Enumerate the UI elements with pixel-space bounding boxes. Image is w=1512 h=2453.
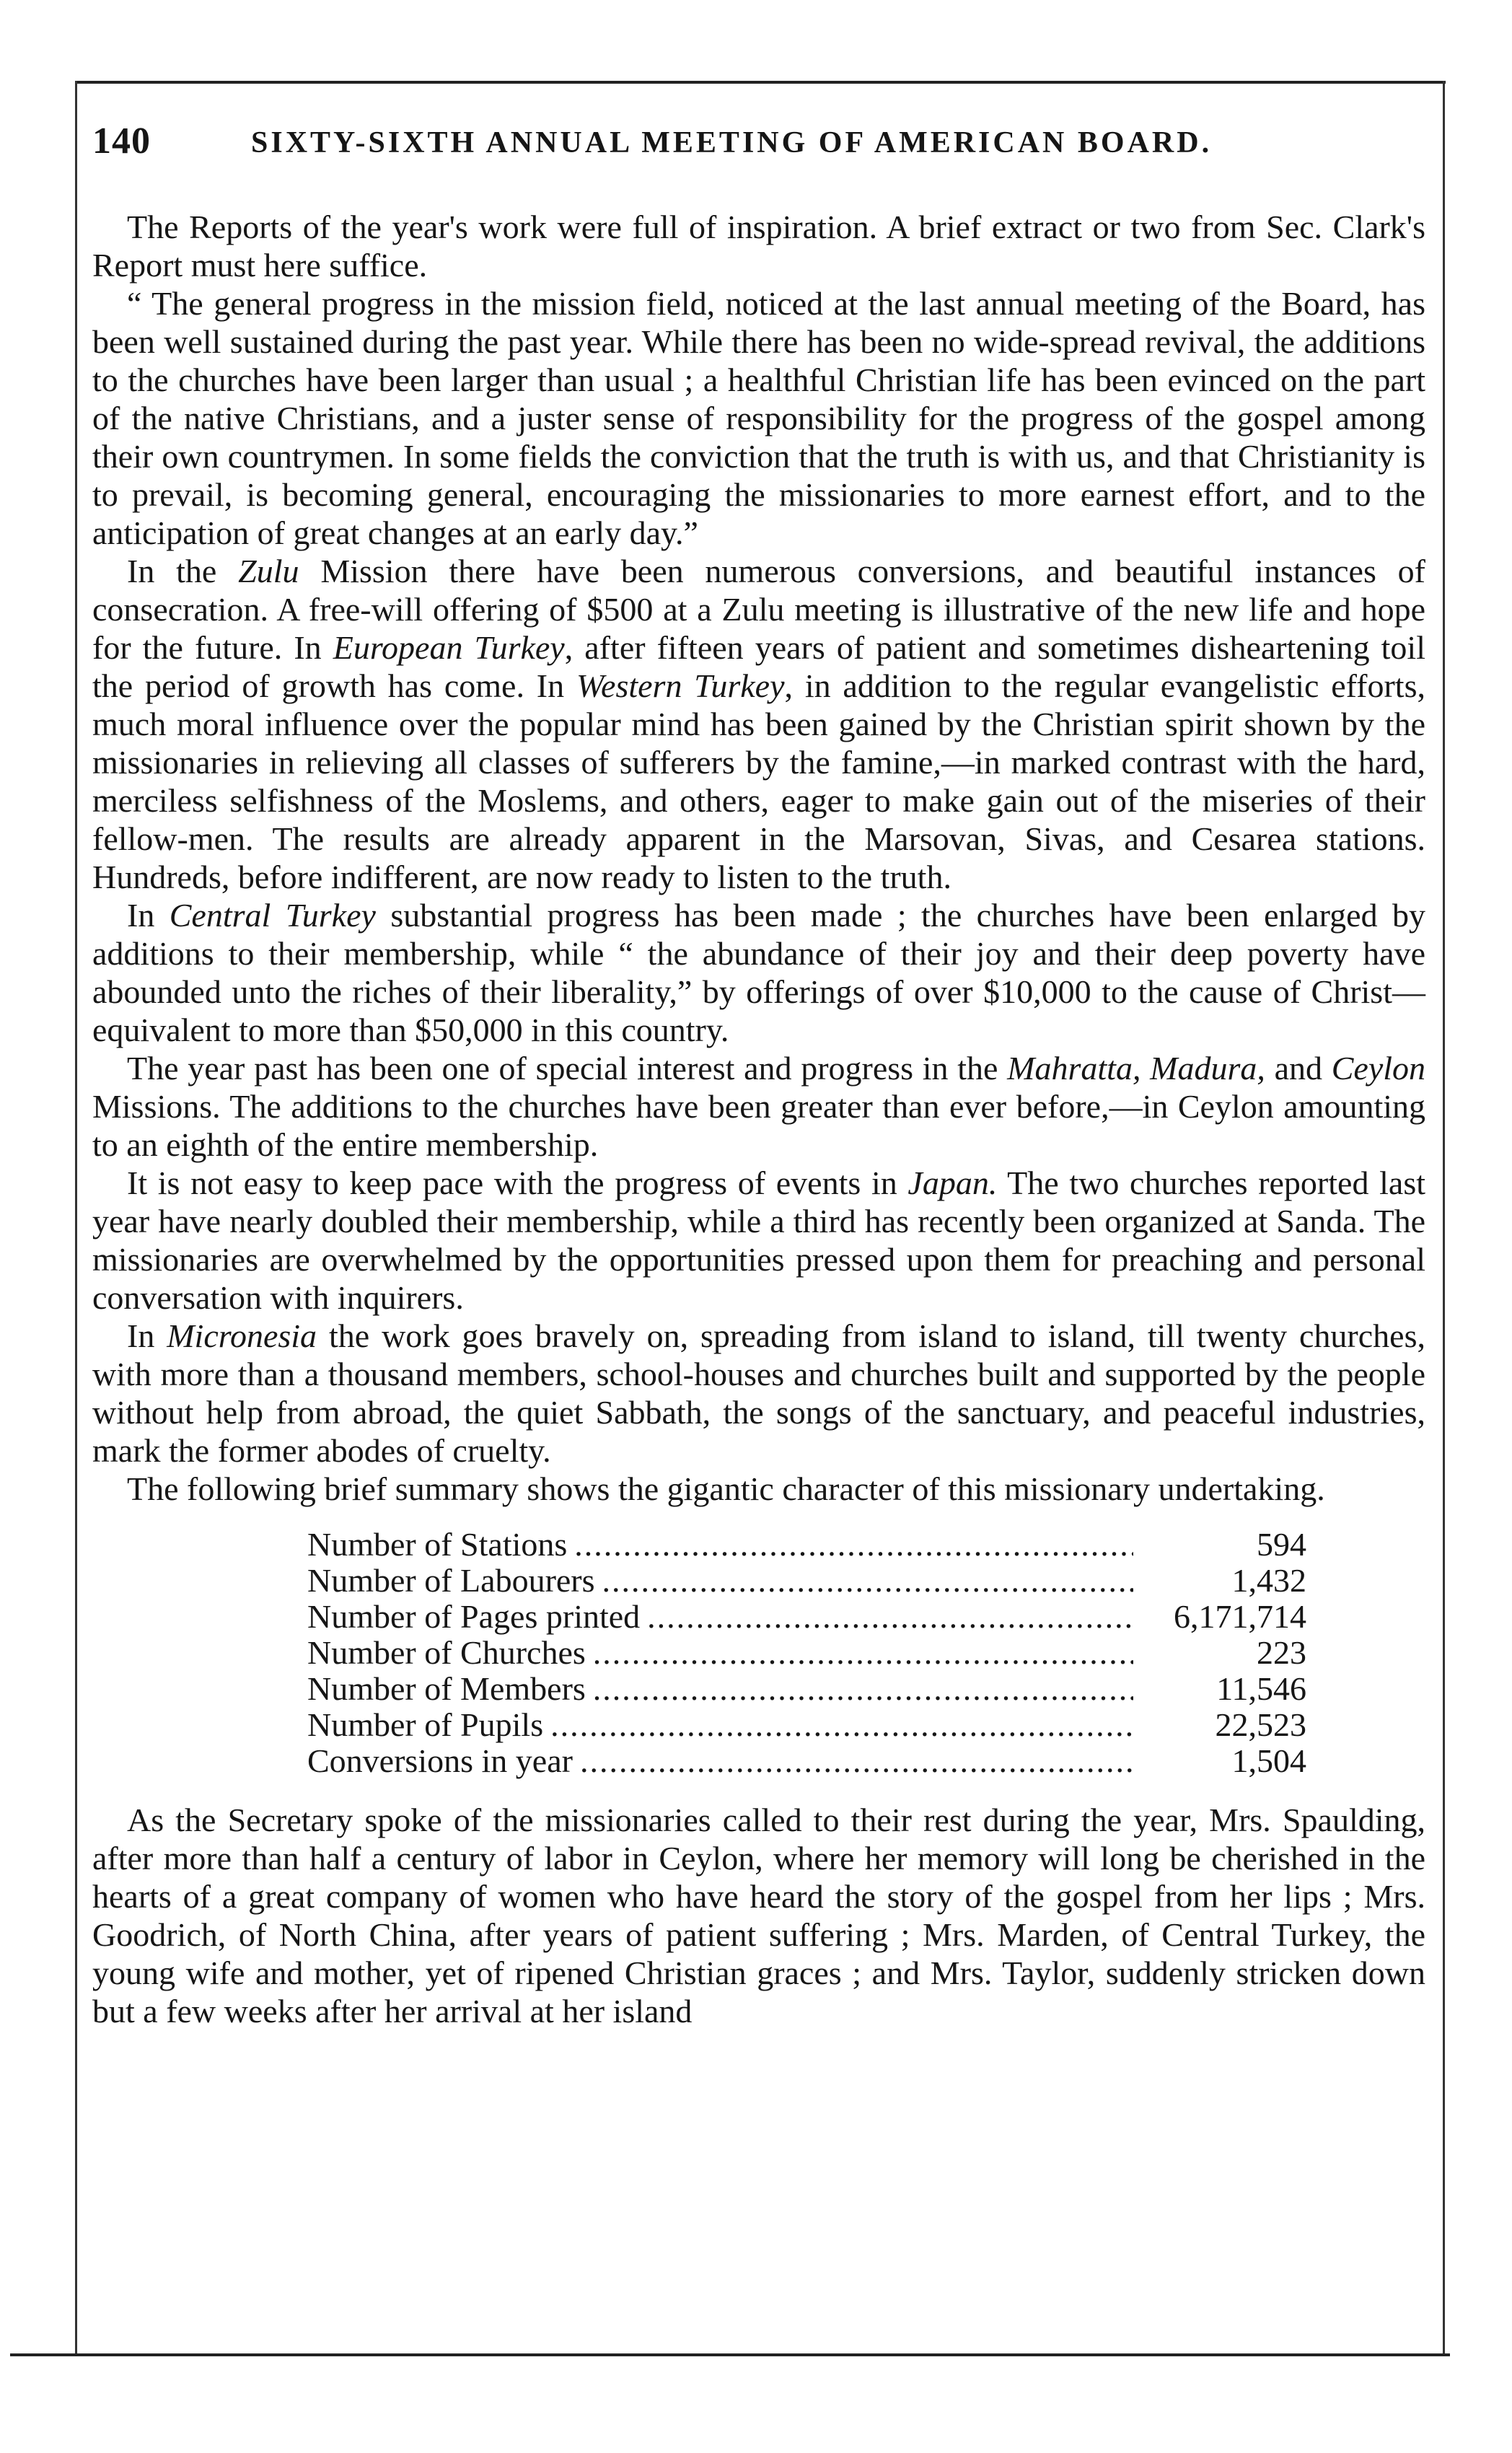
page-number: 140 xyxy=(92,120,151,162)
bottom-border-rule xyxy=(10,2353,1450,2356)
page-header xyxy=(92,120,1434,170)
paragraph-reports: The Reports of the year's work were full of inspiration. A brief extract or two from Sec. Clark's Report must here suffice. xyxy=(92,209,1425,284)
summary-table xyxy=(307,1527,1306,1779)
paragraph-japan: It is not easy to keep pace with the progress of events in Japan. The two churches reported last year have nearly doubled their membership, while a third has recently been organized at Sanda. The missionaries are overwhelmed by the opportunities pressed upon them for preaching and personal conversation with inquirers. xyxy=(92,1164,1425,1316)
summary-row: Number of Members ..... 11,546 xyxy=(307,1671,1306,1707)
summary-row: Conversions in year ..... 1,504 xyxy=(307,1743,1306,1779)
top-border-rule xyxy=(75,81,1446,84)
left-border-rule xyxy=(75,81,77,2355)
summary-row: Number of Pupils ..... 22,523 xyxy=(307,1707,1306,1743)
summary-row: Number of Labourers ..... 1,432 xyxy=(307,1563,1306,1599)
paragraph-secretary: As the Secretary spoke of the missionaries called to their rest during the year, Mrs. Spaulding, after more than half a century of labor in Ceylon, where her memory will long be cherished in the hearts of a great company of women who have heard the story of the gospel from her lips ; Mrs. Goodrich, of North China, after years of patient suffering ; Mrs. Marden, of Central Turkey, the young wife and mother, yet of ripened Christian graces ; and Mrs. Taylor, suddenly stricken down but a few weeks after her arrival at her island xyxy=(92,1802,1425,2029)
page-body xyxy=(92,208,1425,2030)
summary-row: Number of Pages printed ..... 6,171,714 xyxy=(307,1599,1306,1635)
paragraph-mahratta: The year past has been one of special interest and progress in the Mahratta, Madura, and Ceylon Missions. The additions to the churches have been greater than ever before,—in Ceylon amounting to an eighth of the entire membership. xyxy=(92,1050,1426,1163)
paragraph-quotation: “ The general progress in the mission field, noticed at the last annual meeting of the Board, has been well sustained during the past year. While there has been no wide-spread revival, the additions to the churches have been larger than usual ; a healthful Christian life has been evinced on the part of the native Christians, and a juster sense of responsibility for the progress of the gospel among their own countrymen. In some fields the conviction that the truth is with us, and that Christianity is to prevail, is becoming general, encouraging the missionaries to more earnest effort, and to the anticipation of great changes at an early day.” xyxy=(92,285,1425,551)
running-head: SIXTY-SIXTH ANNUAL MEETING OF AMERICAN BOARD. xyxy=(251,126,1213,159)
summary-row: Number of Stations ..... 594 xyxy=(307,1527,1306,1563)
paragraph-micronesia: In Micronesia the work goes bravely on, spreading from island to island, till twenty churches, with more than a thousand members, school-houses and churches built and supported by the people without help from abroad, the quiet Sabbath, the songs of the sanctuary, and peaceful industries, mark the former abodes of cruelty. xyxy=(92,1317,1425,1469)
right-border-rule xyxy=(1443,81,1445,2355)
summary-row: Number of Churches ..... 223 xyxy=(307,1635,1306,1671)
paragraph-zulu-turkey: In the Zulu Mission there have been numerous conversions, and beautiful instances of consecration. A free-will offering of $500 at a Zulu meeting is illustrative of the new life and hope for the future. In European Turkey, after fifteen years of patient and sometimes disheartening toil the period of growth has come. In Western Turkey, in addition to the regular evangelistic efforts, much moral influence over the popular mind has been gained by the Christian spirit shown by the missionaries in relieving all classes of sufferers by the famine,—in marked contrast with the hard, merciless selfishness of the Moslems, and others, eager to make gain out of the miseries of their fellow-men. The results are already apparent in the Marsovan, Sivas, and Cesarea stations. Hundreds, before indifferent, are now ready to listen to the truth. xyxy=(92,553,1425,895)
paragraph-summary-intro: The following brief summary shows the gigantic character of this missionary undertaking. xyxy=(127,1470,1325,1507)
paragraph-central-turkey: In Central Turkey substantial progress has been made ; the churches have been enlarged by additions to their membership, while “ the abundance of their joy and their deep poverty have abounded unto the riches of their liberality,” by offerings of over $10,000 to the cause of Christ—equivalent to more than $50,000 in this country. xyxy=(92,897,1426,1048)
